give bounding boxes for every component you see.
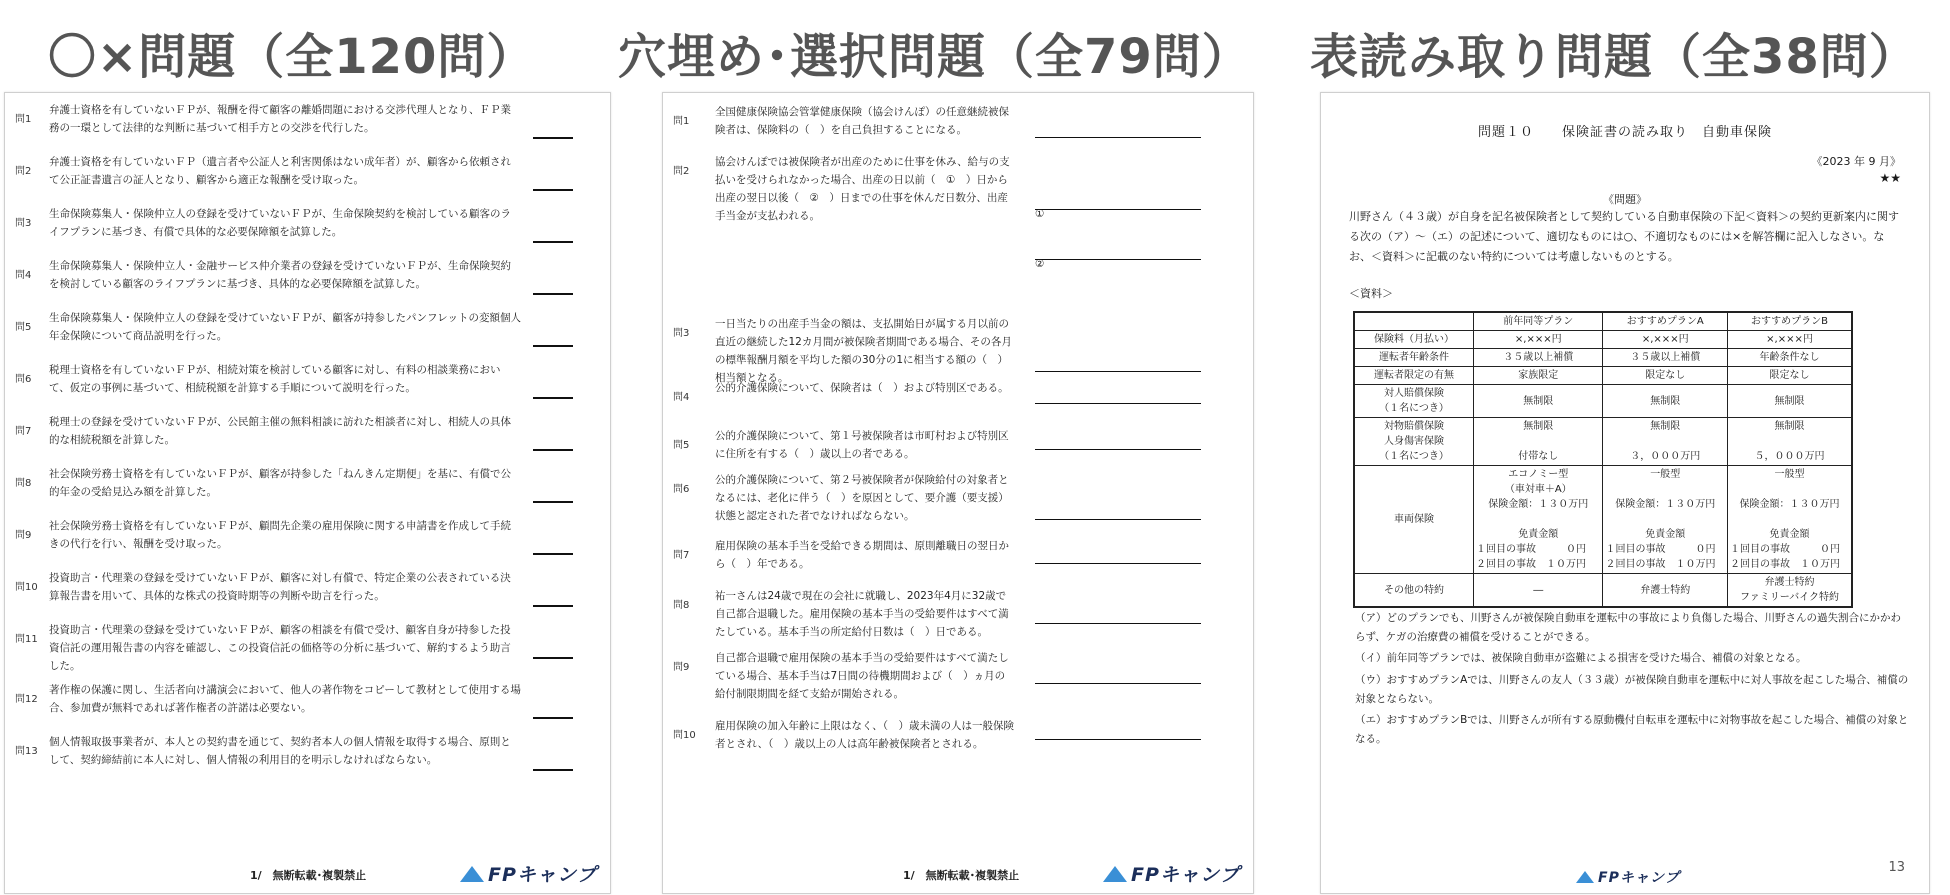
material-label: ＜資料＞ <box>1349 287 1393 300</box>
question-text: 著作権の保護に関し、生活者向け講演会において、他人の著作物をコピーして教材として使用する場合、参加費が無料であれば著作権者の許諾は必要ない。 <box>49 684 521 714</box>
statement-item: （エ）おすすめプランBでは、川野さんが所有する原動機付自転車を運転中に対物事故を起こした場合、補償の対象となる。 <box>1355 714 1909 745</box>
answer-line[interactable] <box>533 137 573 139</box>
question-number: 問3 <box>15 218 32 229</box>
question-text: 公的介護保険について、第２号被保険者が保険給付の対象者となるには、老化に伴う（ ）を原因として、要介護（要支援）状態と認定された者でなければならない。 <box>715 474 1009 522</box>
answer-line[interactable] <box>533 717 573 719</box>
table-row: 運転者限定の有無 家族限定 限定なし 限定なし <box>1354 367 1852 385</box>
answer-line[interactable] <box>1035 371 1201 372</box>
page-number: 13 <box>1888 860 1905 875</box>
answer-line[interactable] <box>1035 519 1201 520</box>
question-number: 問11 <box>15 634 38 645</box>
footer-copyright: 1/ 無断転載･複製禁止 <box>903 869 1020 882</box>
question-number: 問5 <box>15 322 32 333</box>
table-row: 対人賠償保険 （１名につき） 無制限 無制限 無制限 <box>1354 385 1852 418</box>
question-number: 問9 <box>15 530 32 541</box>
question-number: 問12 <box>15 694 38 705</box>
heading-fill-questions: 穴埋め･選択問題（全79問） <box>618 29 1251 85</box>
question-text: 自己都合退職で雇用保険の基本手当の受給要件はすべて満たしている場合、基本手当は7日間の待機期間および（ ）ヵ月の給付制限期間を経て支給が開始される。 <box>715 652 1009 700</box>
table-row: 運転者年齢条件 ３５歳以上補償 ３５歳以上補償 年齢条件なし <box>1354 349 1852 367</box>
answer-line[interactable] <box>1035 449 1201 450</box>
footer-copyright: 1/ 無断転載･複製禁止 <box>250 869 367 882</box>
question-text: 生命保険募集人・保険仲立人の登録を受けていないＦＰが、顧客が持参したパンフレットの変額個人年金保険について商品説明を行った。 <box>49 312 521 342</box>
question-number: 問7 <box>15 426 32 437</box>
question-number: 問4 <box>673 392 690 403</box>
logo-mark-icon <box>1576 871 1594 883</box>
question-number: 問5 <box>673 440 690 451</box>
question-text: 全国健康保険協会管掌健康保険（協会けんぽ）の任意継続被保険者は、保険料の（ ）を自己負担することになる。 <box>715 106 1009 136</box>
answer-line[interactable] <box>533 605 573 607</box>
question-number: 問10 <box>15 582 38 593</box>
answer-line[interactable] <box>533 397 573 399</box>
table-question-sheet <box>1320 92 1930 894</box>
fp-camp-logo: FPキャンプ <box>460 860 597 887</box>
answer-line[interactable] <box>533 293 573 295</box>
table-row: 車両保険 エコノミー型 （車対車＋A） 保険金額：１３０万円 免責金額 １回目の事故 ０円 ２回目の事故 １０万円 一般型 保険金額：１３０万円 免責金額 １回目の事故 ０円 ２回目の事故 １０万円 一般型 保険金額：１３０万円 免責金額 １回目の事故 ０円 ２回目の事故 １０万円 <box>1354 466 1852 574</box>
answer-label-1: ① <box>1035 208 1045 220</box>
question-number: 問6 <box>673 484 690 495</box>
question-number: 問2 <box>673 166 690 177</box>
insurance-table <box>1353 311 1853 608</box>
answer-line[interactable] <box>1035 259 1201 260</box>
problem-heading: 《問題》 <box>1603 193 1647 206</box>
question-number: 問9 <box>673 662 690 673</box>
question-number: 問2 <box>15 166 32 177</box>
answer-line[interactable] <box>1035 683 1201 684</box>
answer-line[interactable] <box>533 345 573 347</box>
question-number: 問13 <box>15 746 38 757</box>
problem-date: 《2023 年 9 月》 <box>1811 155 1901 168</box>
question-number: 問10 <box>673 730 696 741</box>
question-text: 税理士資格を有していないＦＰが、相続対策を検討している顧客に対し、有料の相談業務において、仮定の事例に基づいて、相続税額を計算する手順について説明を行った。 <box>49 364 501 394</box>
question-number: 問6 <box>15 374 32 385</box>
fp-camp-logo: FPキャンプ <box>1576 867 1680 887</box>
fp-camp-logo: FPキャンプ <box>1103 860 1240 887</box>
question-text: 社会保険労務士資格を有していないＦＰが、顧客が持参した「ねんきん定期便」を基に、有償で公的年金の受給見込み額を計算した。 <box>49 468 511 498</box>
logo-mark-icon <box>460 866 484 882</box>
answer-line[interactable] <box>533 769 573 771</box>
table-row: 保険料（月払い） ×,×××円 ×,×××円 ×,×××円 <box>1354 331 1852 349</box>
question-number: 問1 <box>673 116 690 127</box>
table-row: 前年同等プラン おすすめプランA おすすめプランB <box>1354 312 1852 331</box>
statement-item: （イ）前年同等プランでは、被保険自動車が盗難による損害を受けた場合、補償の対象となる。 <box>1355 652 1807 664</box>
problem-body: 川野さん（４３歳）が自身を記名被保険者として契約している自動車保険の下記＜資料＞の契約更新案内に関する次の（ア）～（エ）の記述について、適切なものには○、不適切なものには×を解答欄に記入しなさい。なお、＜資料＞に記載のない特約については考慮しないものとする。 <box>1349 210 1899 263</box>
table-row: 対物賠償保険 人身傷害保険 （１名につき） 無制限 付帯なし 無制限 ３，０００万円 無制限 ５，０００万円 <box>1354 418 1852 466</box>
statement-item: （ア）どのプランでも、川野さんが被保険自動車を運転中の事故により負傷した場合、川野さんの過失割合にかかわらず、ケガの治療費の補償を受けることができる。 <box>1355 612 1901 643</box>
answer-line[interactable] <box>533 449 573 451</box>
answer-line[interactable] <box>533 553 573 555</box>
question-number: 問8 <box>15 478 32 489</box>
question-text: 公的介護保険について、保険者は（ ）および特別区である。 <box>715 382 1009 394</box>
question-text: 一日当たりの出産手当金の額は、支払開始日が属する月以前の直近の継続した12カ月間が被保険者期間である場合、その各月の標準報酬月額を平均した額の30分の1に相当する額の（ ）相当額となる。 <box>715 318 1012 384</box>
table-row: その他の特約 ― 弁護士特約 弁護士特約 ファミリーバイク特約 <box>1354 574 1852 608</box>
answer-line[interactable] <box>533 189 573 191</box>
question-text: 弁護士資格を有していないＦＰ（遺言者や公証人と利害関係はない成年者）が、顧客から依頼されて公正証書遺言の証人となり、顧客から適正な報酬を受け取った。 <box>49 156 511 186</box>
question-text: 社会保険労務士資格を有していないＦＰが、顧問先企業の雇用保険に関する申請書を作成して手続きの代行を行い、報酬を受け取った。 <box>49 520 511 550</box>
question-text: 税理士の登録を受けていないＦＰが、公民館主催の無料相談に訪れた相談者に対し、相続人の具体的な相続税額を計算した。 <box>49 416 511 446</box>
question-text: 雇用保険の加入年齢に上限はなく、（ ）歳未満の人は一般保険者とされ、（ ）歳以上の人は高年齢被保険者とされる。 <box>715 720 1015 750</box>
question-number: 問3 <box>673 328 690 339</box>
question-number: 問4 <box>15 270 32 281</box>
heading-ox-questions: 〇×問題（全120問） <box>48 29 536 85</box>
answer-line[interactable] <box>1035 563 1201 564</box>
answer-line[interactable] <box>1035 209 1201 210</box>
question-number: 問1 <box>15 114 32 125</box>
statement-item: （ウ）おすすめプランAでは、川野さんの友人（３３歳）が被保険自動車を運転中に対人事故を起こした場合、補償の対象とならない。 <box>1355 674 1909 705</box>
question-text: 協会けんぽでは被保険者が出産のために仕事を休み、給与の支払いを受けられなかった場合、出産の日以前（ ① ）日から出産の翌日以後（ ② ）日までの仕事を休んだ日数分、出産手当金が支払われる。 <box>715 156 1010 222</box>
ox-question-sheet <box>4 92 611 894</box>
question-text: 公的介護保険について、第１号被保険者は市町村および特別区に住所を有する（ ）歳以上の者である。 <box>715 430 1009 460</box>
question-text: 弁護士資格を有していないＦＰが、報酬を得て顧客の離婚問題における交渉代理人となり、ＦＰ業務の一環として法律的な判断に基づいて相手方との交渉を代行した。 <box>49 104 511 134</box>
question-text: 個人情報取扱事業者が、本人との契約書を通じて、契約者本人の個人情報を取得する場合、原則として、契約締結前に本人に対し、個人情報の利用目的を明示しなければならない。 <box>49 736 511 766</box>
question-text: 祐一さんは24歳で現在の会社に就職し、2023年4月に32歳で自己都合退職した。雇用保険の基本手当の受給要件はすべて満たしている。基本手当の所定給付日数は（ ）日である。 <box>715 590 1009 638</box>
question-number: 問8 <box>673 600 690 611</box>
answer-line[interactable] <box>533 657 573 659</box>
answer-line[interactable] <box>1035 403 1201 404</box>
answer-line[interactable] <box>533 501 573 503</box>
question-text: 生命保険募集人・保険仲立人・金融サービス仲介業者の登録を受けていないＦＰが、生命保険契約を検討している顧客のライフプランに基づき、具体的な必要保障額を試算した。 <box>49 260 511 290</box>
problem-title: 問題１０ 保険証書の読み取り 自動車保険 <box>1477 125 1772 140</box>
answer-line[interactable] <box>1035 739 1201 740</box>
answer-line[interactable] <box>1035 623 1201 624</box>
question-text: 投資助言・代理業の登録を受けていないＦＰが、顧客の相談を有償で受け、顧客自身が持参した投資信託の運用報告書の内容を確認し、この投資信託の価格等の分析に基づいて、解約するよう助言した。 <box>49 624 511 672</box>
question-number: 問7 <box>673 550 690 561</box>
difficulty-stars: ★★ <box>1879 171 1901 185</box>
answer-line[interactable] <box>533 241 573 243</box>
question-text: 雇用保険の基本手当を受給できる期間は、原則離職日の翌日から（ ）年である。 <box>715 540 1009 570</box>
answer-label-2: ② <box>1035 258 1045 270</box>
answer-line[interactable] <box>1035 137 1201 138</box>
logo-mark-icon <box>1103 866 1127 882</box>
question-text: 投資助言・代理業の登録を受けていないＦＰが、顧客に対し有償で、特定企業の公表されている決算報告書を用いて、具体的な株式の投資時期等の判断や助言を行った。 <box>49 572 511 602</box>
heading-table-questions: 表読み取り問題（全38問） <box>1310 29 1918 85</box>
fill-question-sheet <box>662 92 1254 894</box>
question-text: 生命保険募集人・保険仲立人の登録を受けていないＦＰが、生命保険契約を検討している顧客のライフプランに基づき、有償で具体的な必要保障額を試算した。 <box>49 208 511 238</box>
